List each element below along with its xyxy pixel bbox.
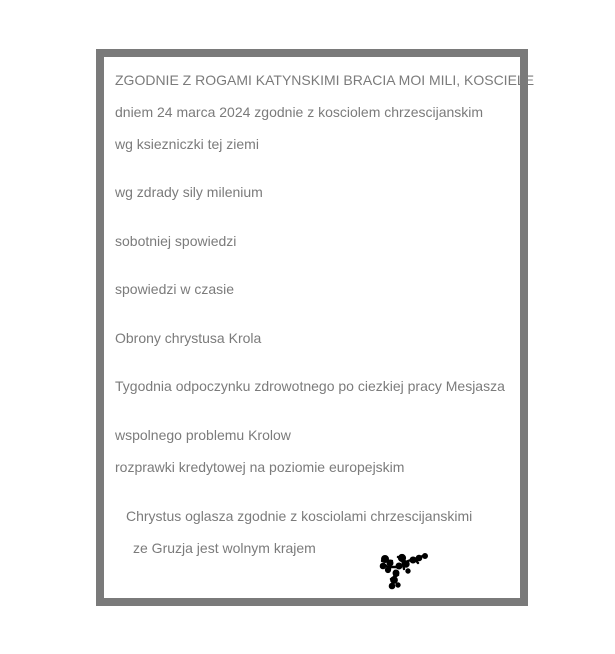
document-line: wspolnego problemu Krolow [115, 427, 291, 443]
document-heading: ZGODNIE Z ROGAMI KATYNSKIMI BRACIA MOI MILI, KOSCIELE [115, 72, 535, 88]
document-line: wg zdrady sily milenium [115, 184, 263, 200]
document-line: rozprawki kredytowej na poziomie europejskim [115, 459, 405, 475]
document-line: Tygodnia odpoczynku zdrowotnego po ciezkiej pracy Mesjasza [115, 378, 505, 394]
document-line: sobotniej spowiedzi [115, 233, 237, 249]
document-line: spowiedzi w czasie [115, 281, 235, 297]
document-line: Obrony chrystusa Krola [115, 330, 262, 346]
document-line-proclamation: ze Gruzja jest wolnym krajem [133, 540, 316, 556]
signature-scribble [378, 549, 434, 591]
document-line-proclamation: Chrystus oglasza zgodnie z kosciolami chrzescijanskimi [126, 508, 473, 524]
document-line: wg ksiezniczki tej ziemi [115, 136, 259, 152]
document-line-date: dniem 24 marca 2024 zgodnie z kosciolem chrzescijanskim [115, 104, 484, 120]
